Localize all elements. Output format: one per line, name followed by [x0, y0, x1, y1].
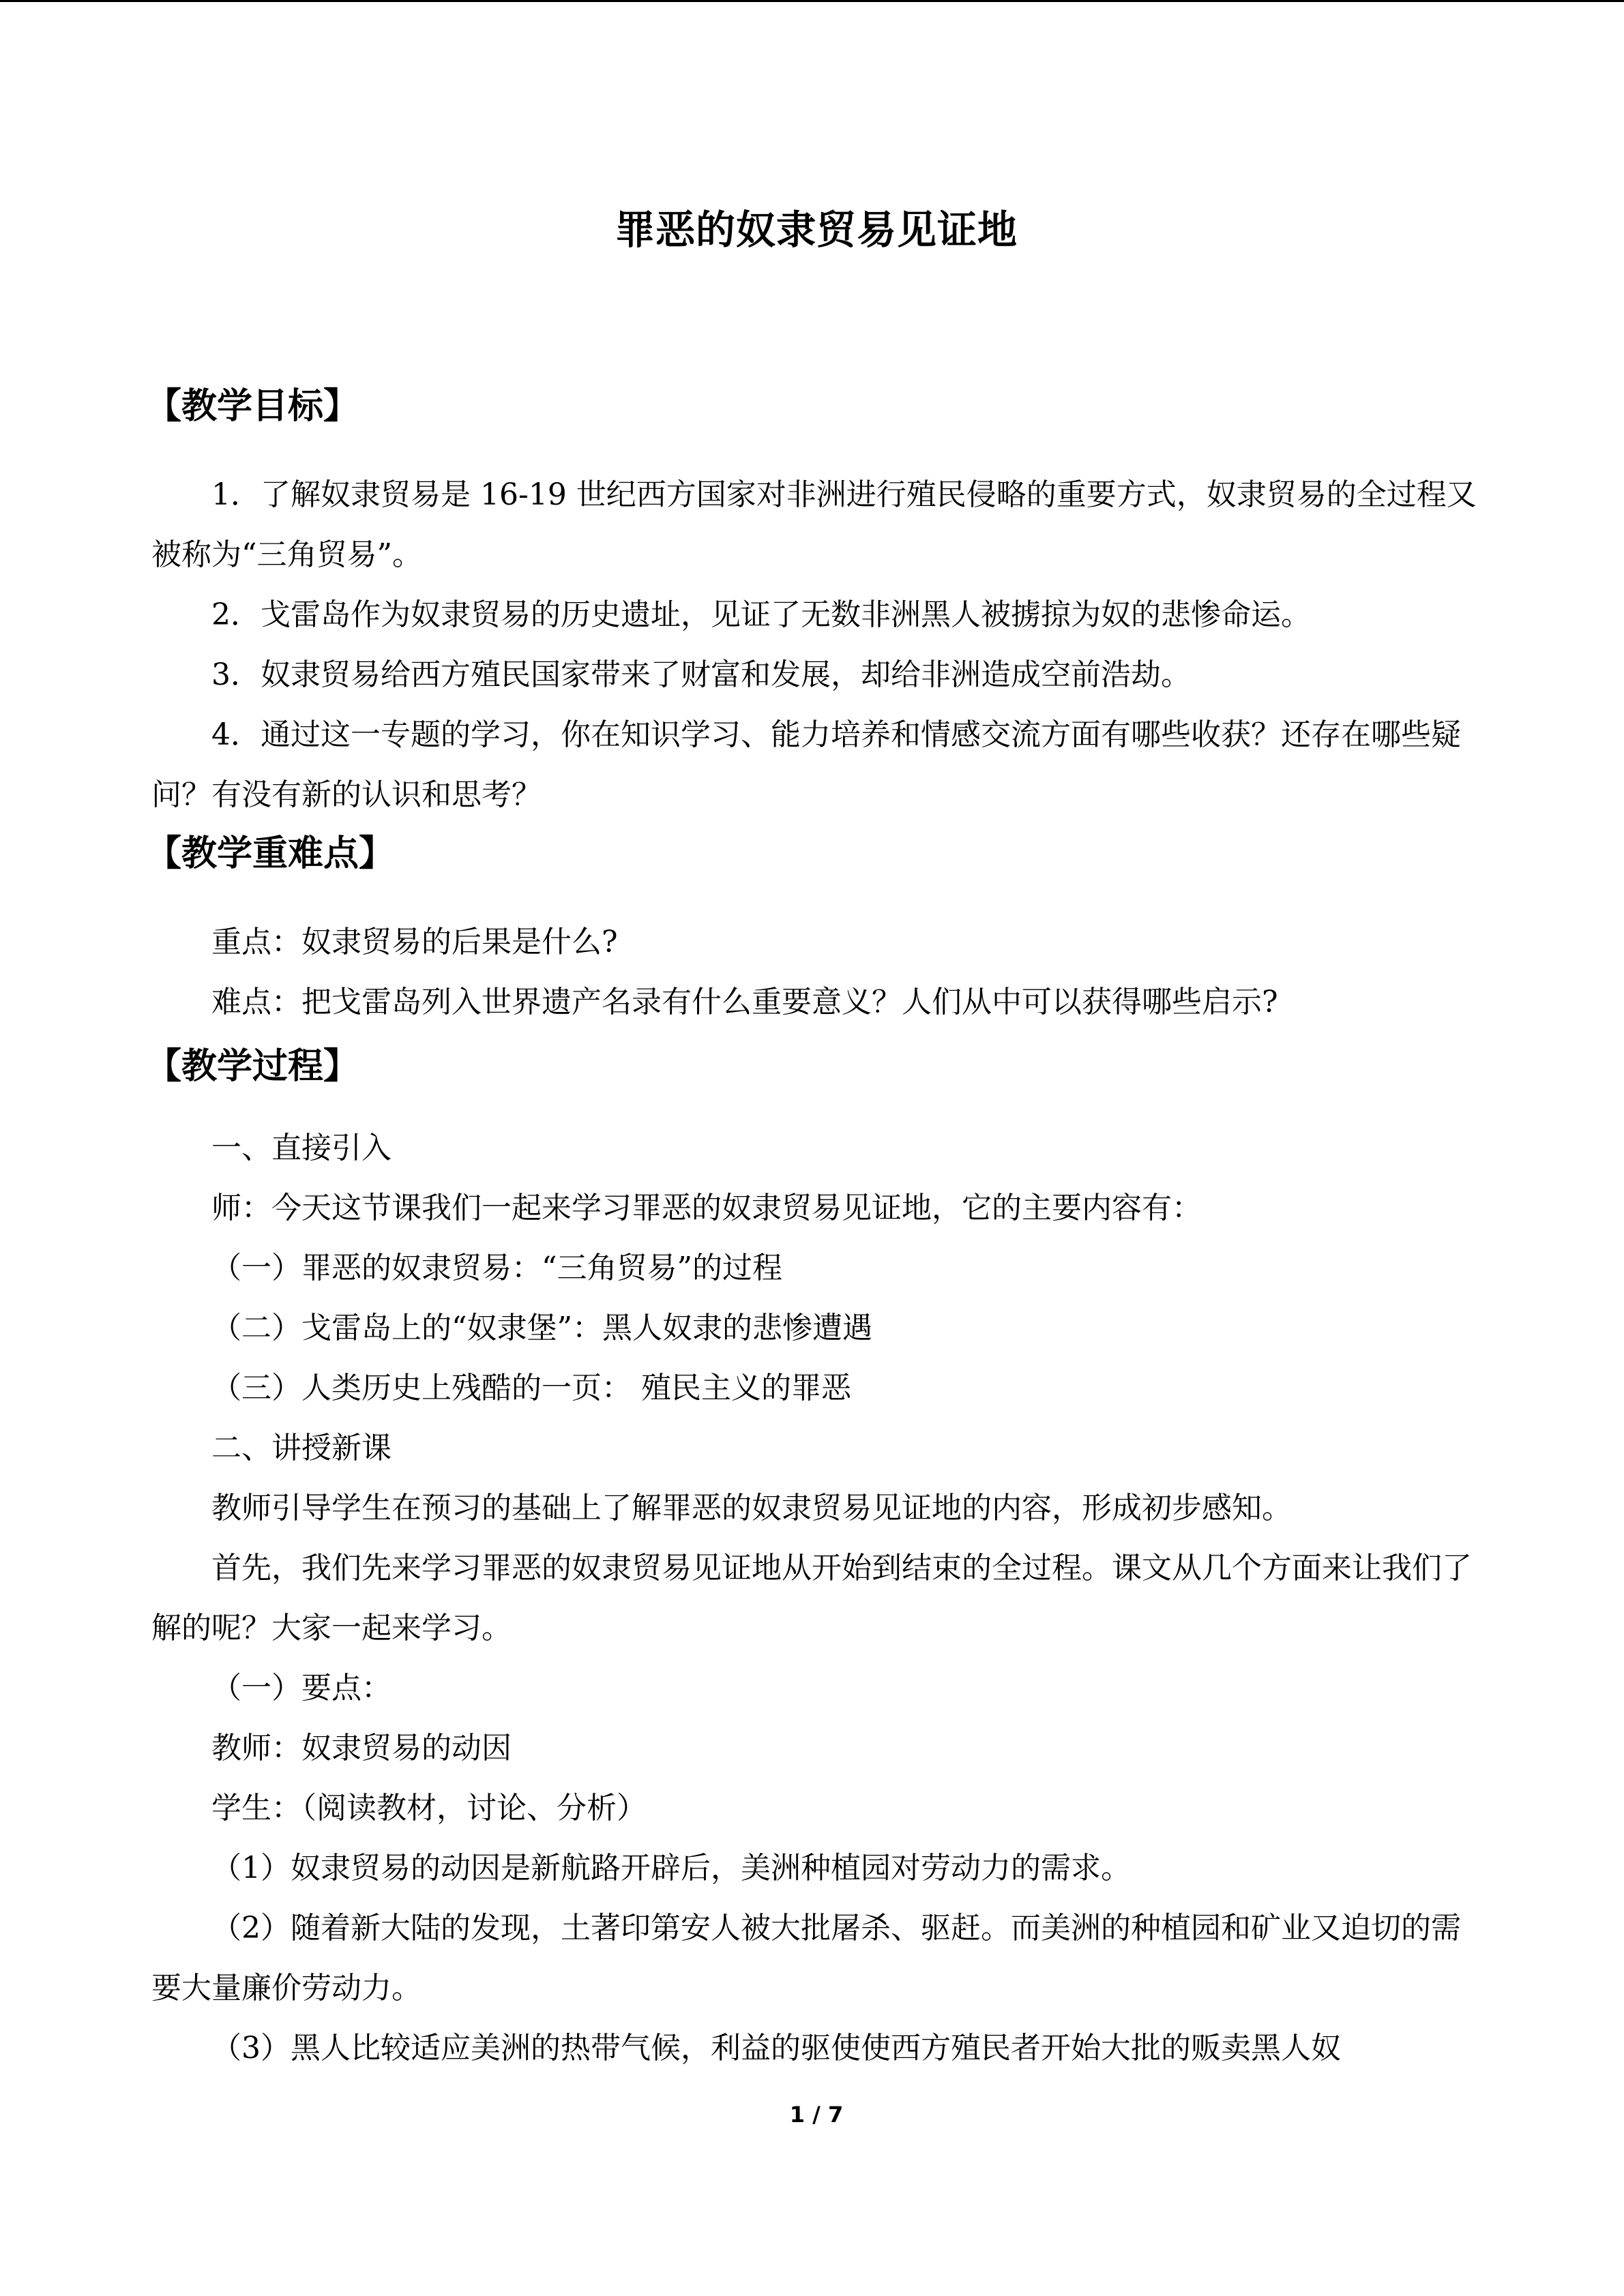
process-line: （3）黑人比较适应美洲的热带气候，利益的驱使使西方殖民者开始大批的贩卖黑人奴: [211, 2031, 1341, 2066]
process-line: 教师：奴隶贸易的动因: [211, 1731, 512, 1765]
objective-item-4: 4．通过这一专题的学习，你在知识学习、能力培养和情感交流方面有哪些收获？还存在哪些疑问？有没有新的认识和思考？: [151, 717, 1461, 812]
process-line: 师：今天这节课我们一起来学习罪恶的奴隶贸易见证地，它的主要内容有：: [211, 1191, 1202, 1225]
difficulty-point: 难点：把戈雷岛列入世界遗产名录有什么重要意义？人们从中可以获得哪些启示?: [211, 985, 1278, 1019]
focus-point: 重点：奴隶贸易的后果是什么?: [211, 925, 618, 959]
process-line: （二）戈雷岛上的“奴隶堡”：黑人奴隶的悲惨遭遇: [211, 1311, 872, 1345]
process-line: 学生：（阅读教材，讨论、分析）: [211, 1791, 647, 1825]
page-number: 1 / 7: [789, 2102, 844, 2128]
document-page: [146, 0, 1481, 2296]
objectives-heading: 【教学目标】: [146, 385, 359, 427]
key-points-heading: 【教学重难点】: [146, 833, 395, 874]
process-line: 二、讲授新课: [211, 1431, 392, 1465]
process-line: （三）人类历史上残酷的一页： 殖民主义的罪恶: [211, 1371, 851, 1405]
process-line: （一）罪恶的奴隶贸易：“三角贸易”的过程: [211, 1251, 782, 1285]
process-paragraph: （2）随着新大陆的发现，土著印第安人被大批屠杀、驱赶。而美洲的种植园和矿业又迫切的需要大量廉价劳动力。: [151, 1911, 1461, 2006]
objective-item-1: 1．了解奴隶贸易是 16-19 世纪西方国家对非洲进行殖民侵略的重要方式，奴隶贸易的全过程又被称为“三角贸易”。: [151, 477, 1477, 572]
process-line: （一）要点：: [211, 1671, 392, 1705]
objective-item-2: 2．戈雷岛作为奴隶贸易的历史遗址，见证了无数非洲黑人被掳掠为奴的悲惨命运。: [211, 597, 1311, 632]
process-line: 教师引导学生在预习的基础上了解罪恶的奴隶贸易见证地的内容，形成初步感知。: [211, 1491, 1292, 1525]
process-paragraph: 首先，我们先来学习罪恶的奴隶贸易见证地从开始到结束的全过程。课文从几个方面来让我们了解的呢？大家一起来学习。: [151, 1551, 1472, 1645]
process-heading: 【教学过程】: [146, 1045, 359, 1087]
objective-item-3: 3．奴隶贸易给西方殖民国家带来了财富和发展，却给非洲造成空前浩劫。: [211, 657, 1191, 692]
process-line: （1）奴隶贸易的动因是新航路开辟后，美洲种植园对劳动力的需求。: [211, 1851, 1131, 1885]
document-title: 罪恶的奴隶贸易见证地: [615, 207, 1018, 253]
process-line: 一、直接引入: [211, 1131, 392, 1165]
